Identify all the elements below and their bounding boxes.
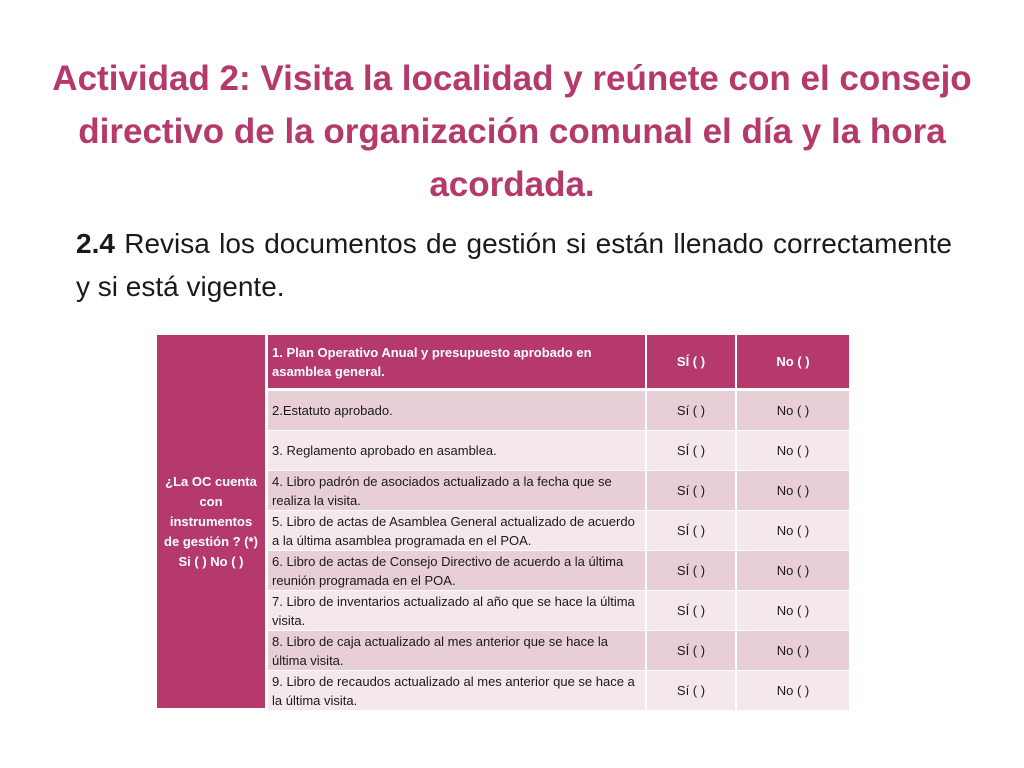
question-cell: ¿La OC cuenta con instrumentos de gestión ? (*) Si ( ) No ( ) [157,335,268,711]
no-option[interactable]: No ( ) [737,631,849,671]
no-option[interactable]: No ( ) [737,511,849,551]
no-option[interactable]: No ( ) [737,671,849,711]
item-description: 3. Reglamento aprobado en asamblea. [268,431,647,471]
instruction-paragraph [76,222,952,308]
no-option[interactable]: No ( ) [737,391,849,431]
item-description: 1. Plan Operativo Anual y presupuesto aprobado en asamblea general. [268,335,647,391]
yes-option[interactable]: SÍ ( ) [647,551,737,591]
yes-option[interactable]: Sí ( ) [647,391,737,431]
item-description: 6. Libro de actas de Consejo Directivo de acuerdo a la última reunión programada en el POA. [268,551,647,591]
table-row [157,335,849,391]
instruction-text: Revisa los documentos de gestión si están llenado correctamente y si está vigente. [76,228,952,302]
item-description: 2.Estatuto aprobado. [268,391,647,431]
item-description: 7. Libro de inventarios actualizado al año que se hace la última visita. [268,591,647,631]
yes-option[interactable]: Sí ( ) [647,471,737,511]
yes-option[interactable]: SÍ ( ) [647,511,737,551]
instruction-number: 2.4 [76,228,115,259]
yes-option[interactable]: Sí ( ) [647,671,737,711]
no-option[interactable]: No ( ) [737,551,849,591]
yes-option[interactable]: SÍ ( ) [647,431,737,471]
no-option[interactable]: No ( ) [737,431,849,471]
checklist-table [157,335,849,711]
yes-option[interactable]: SÍ ( ) [647,335,737,391]
yes-option[interactable]: SÍ ( ) [647,631,737,671]
page-title: Actividad 2: Visita la localidad y reúnete con el consejo directivo de la organización comunal el día y la hora acordada. [52,59,972,204]
no-option[interactable]: No ( ) [737,591,849,631]
item-description: 5. Libro de actas de Asamblea General actualizado de acuerdo a la última asamblea programada en el POA. [268,511,647,551]
no-option[interactable]: No ( ) [737,335,849,391]
item-description: 8. Libro de caja actualizado al mes anterior que se hace la última visita. [268,631,647,671]
item-description: 9. Libro de recaudos actualizado al mes anterior que se hace a la última visita. [268,671,647,711]
yes-option[interactable]: SÍ ( ) [647,591,737,631]
item-description: 4. Libro padrón de asociados actualizado a la fecha que se realiza la visita. [268,471,647,511]
no-option[interactable]: No ( ) [737,471,849,511]
